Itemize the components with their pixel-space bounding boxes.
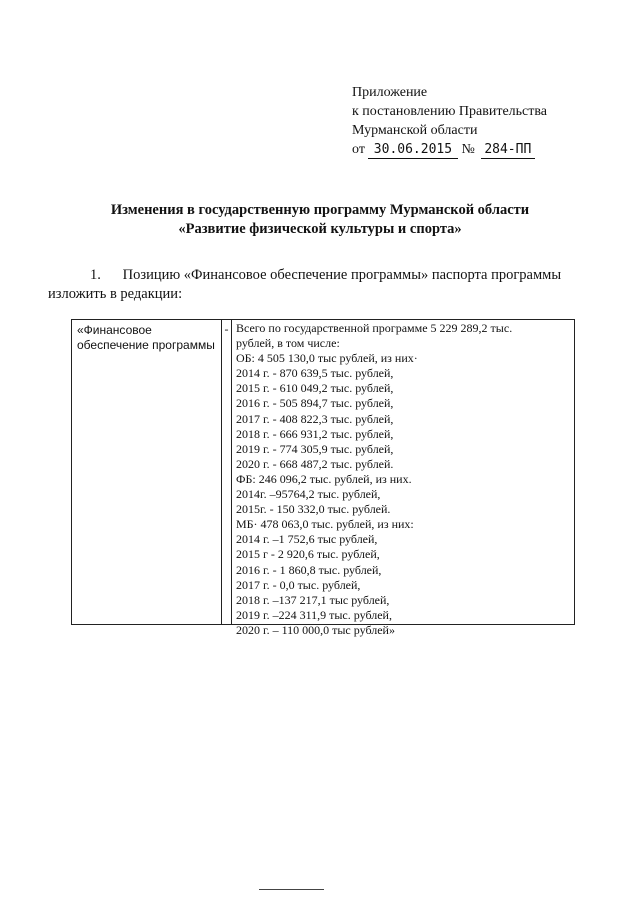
appendix-date-line xyxy=(352,140,547,159)
amount-line: ФБ: 246 096,2 тыс. рублей, из них. xyxy=(236,471,412,486)
amount-line: 2015 г. - 610 049,2 тыс. рублей, xyxy=(236,381,394,396)
position-name-line-1: «Финансовое xyxy=(77,323,152,337)
amount-line: МБ· 478 063,0 тыс. рублей, из них: xyxy=(236,517,414,532)
appendix-line-2: к постановлению Правительства xyxy=(352,104,548,119)
paragraph-text-2: изложить в редакции: xyxy=(48,286,183,302)
appendix-line-1: Приложение xyxy=(352,85,428,100)
amount-line: 2018 г. - 666 931,2 тыс. рублей, xyxy=(236,426,394,441)
table-separator-cell: - xyxy=(222,320,232,624)
amount-line: 2015г. - 150 332,0 тыс. рублей. xyxy=(236,502,391,517)
financing-table xyxy=(71,319,575,637)
position-name-line-2: обеспечение программы xyxy=(77,338,215,352)
amount-line: 2014 г. –1 752,6 тыс рублей, xyxy=(236,532,378,547)
amount-line: 2014 г. - 870 639,5 тыс. рублей, xyxy=(236,366,394,381)
paragraph-first-line xyxy=(48,266,584,285)
amount-line: 2020 г. - 668 487,2 тыс. рублей. xyxy=(236,456,394,471)
document-title xyxy=(0,201,640,239)
decree-date: 30.06.2015 xyxy=(368,142,458,159)
paragraph-1 xyxy=(48,266,584,304)
amount-line: 2016 г. - 1 860,8 тыс. рублей, xyxy=(236,562,382,577)
amount-line: 2019 г. - 774 305,9 тыс. рублей, xyxy=(236,441,394,456)
title-line-2: «Развитие физической культуры и спорта» xyxy=(178,221,462,237)
amount-line: 2020 г. – 110 000,0 тыс рублей» xyxy=(236,622,395,637)
appendix-line-3: Мурманской области xyxy=(352,123,478,138)
amount-line: 2019 г. –224 311,9 тыс. рублей, xyxy=(236,607,392,622)
amount-line: 2018 г. –137 217,1 тыс рублей, xyxy=(236,592,390,607)
amount-line: 2017 г. - 0,0 тыс. рублей, xyxy=(236,577,361,592)
amount-line: 2017 г. - 408 822,3 тыс. рублей, xyxy=(236,411,394,426)
amount-line: 2014г. –95764,2 тыс. рублей, xyxy=(236,487,381,502)
amount-line: рублей, в том числе: xyxy=(236,336,340,351)
appendix-header xyxy=(352,83,547,159)
amount-line: ОБ: 4 505 130,0 тыс рублей, из них· xyxy=(236,351,418,366)
paragraph-text-1: Позицию «Финансовое обеспечение программы» паспорта программы xyxy=(122,267,562,283)
from-label: от xyxy=(352,142,365,157)
amount-line: 2016 г. - 505 894,7 тыс. рублей, xyxy=(236,396,394,411)
paragraph-number: 1. xyxy=(90,267,101,283)
table-position-cell xyxy=(72,320,222,624)
number-label: № xyxy=(461,142,475,157)
footer-divider xyxy=(259,889,324,890)
amount-line: 2015 г - 2 920,6 тыс. рублей, xyxy=(236,547,380,562)
title-line-1: Изменения в государственную программу Мурманской области xyxy=(110,202,530,218)
table-amounts-cell xyxy=(232,320,574,637)
decree-number: 284-ПП xyxy=(481,142,535,159)
amount-line: Всего по государственной программе 5 229 289,2 тыс. xyxy=(236,321,513,335)
